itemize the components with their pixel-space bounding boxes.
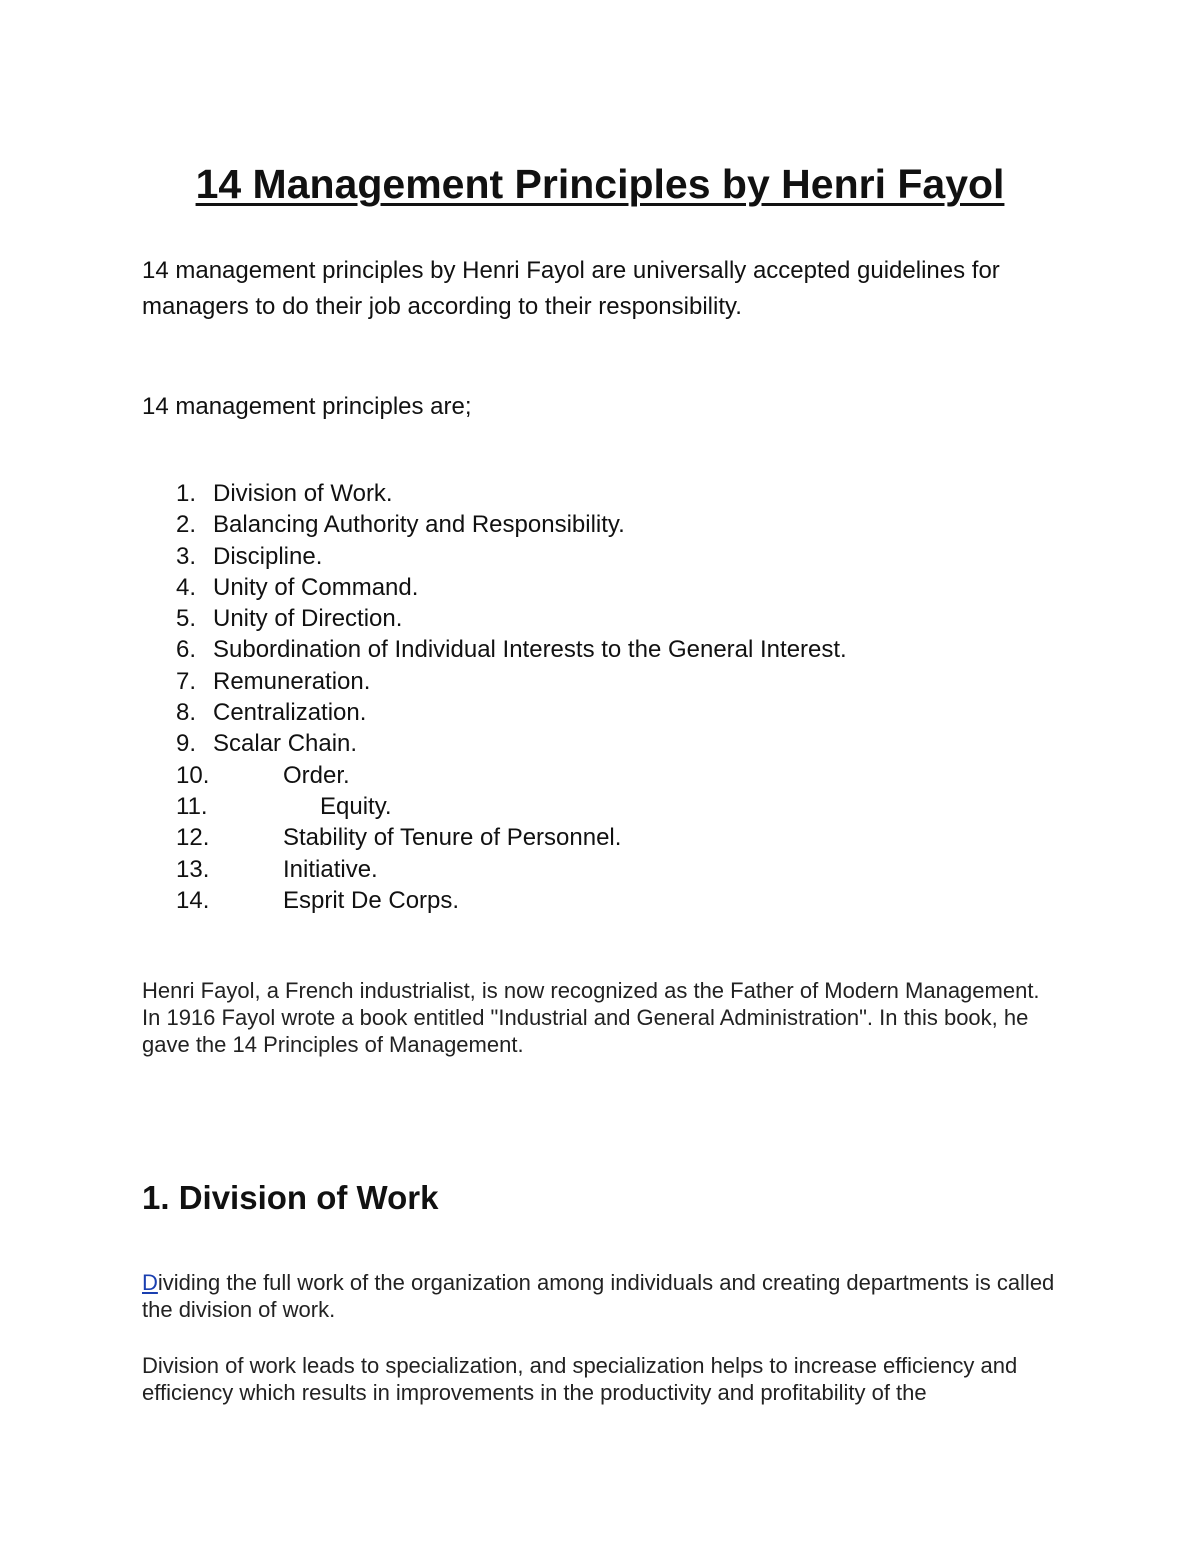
list-item-number: 3.: [176, 542, 197, 570]
section-paragraph: [142, 1269, 1072, 1323]
list-item-number: 9.: [176, 730, 197, 758]
list-item-text: Equity.: [320, 792, 392, 820]
list-item-text: Discipline.: [213, 542, 323, 570]
bio-paragraph: Henri Fayol, a French industrialist, is now recognized as the Father of Modern Management. In 1916 Fayol wrote a book entitled "Industrial and General Administration". In this book, he gave the 14 Principles of Management.: [142, 978, 1040, 1057]
list-item-text: Balancing Authority and Responsibility.: [213, 511, 625, 539]
list-item-number: 6.: [176, 636, 197, 664]
list-item-number: 12.: [176, 824, 210, 852]
list-item-text: Stability of Tenure of Personnel.: [283, 824, 622, 852]
list-item-text: Subordination of Individual Interests to the General Interest.: [213, 636, 847, 664]
section-paragraph: Division of work leads to specialization, and specialization helps to increase efficiency and efficiency which results in improvements in the productivity and profitability of the: [142, 1353, 1018, 1405]
list-heading: 14 management principles are;: [142, 393, 472, 420]
section-heading: 1. Division of Work: [142, 1179, 439, 1216]
list-item-text: Unity of Direction.: [213, 605, 403, 633]
page-title: 14 Management Principles by Henri Fayol: [195, 161, 1005, 207]
list-item-text: Centralization.: [213, 699, 367, 727]
list-item-number: 10.: [176, 761, 210, 789]
list-item-text: Unity of Command.: [213, 573, 419, 601]
list-item-text: Remuneration.: [213, 667, 371, 695]
list-item-number: 5.: [176, 605, 197, 633]
list-item-text: Division of Work.: [213, 480, 393, 507]
list-item-number: 1.: [176, 480, 197, 507]
list-item-number: 7.: [176, 667, 197, 695]
inline-link[interactable]: D: [142, 1270, 158, 1295]
list-item-number: 11.: [176, 792, 208, 820]
list-item-number: 2.: [176, 511, 197, 539]
paragraph-text: ividing the full work of the organization among individuals and creating departments is called the division of work.: [142, 1270, 1055, 1322]
list-item-text: Initiative.: [283, 855, 378, 883]
list-item-text: Order.: [283, 761, 350, 789]
list-item-text: Scalar Chain.: [213, 730, 358, 758]
list-item-number: 13.: [176, 855, 210, 883]
list-item-text: Esprit De Corps.: [283, 886, 460, 914]
list-item-number: 8.: [176, 699, 197, 727]
list-item-number: 14.: [176, 886, 210, 914]
list-item-number: 4.: [176, 573, 197, 601]
intro-paragraph: 14 management principles by Henri Fayol are universally accepted guidelines for managers to do their job according to their responsibility.: [142, 257, 1000, 320]
